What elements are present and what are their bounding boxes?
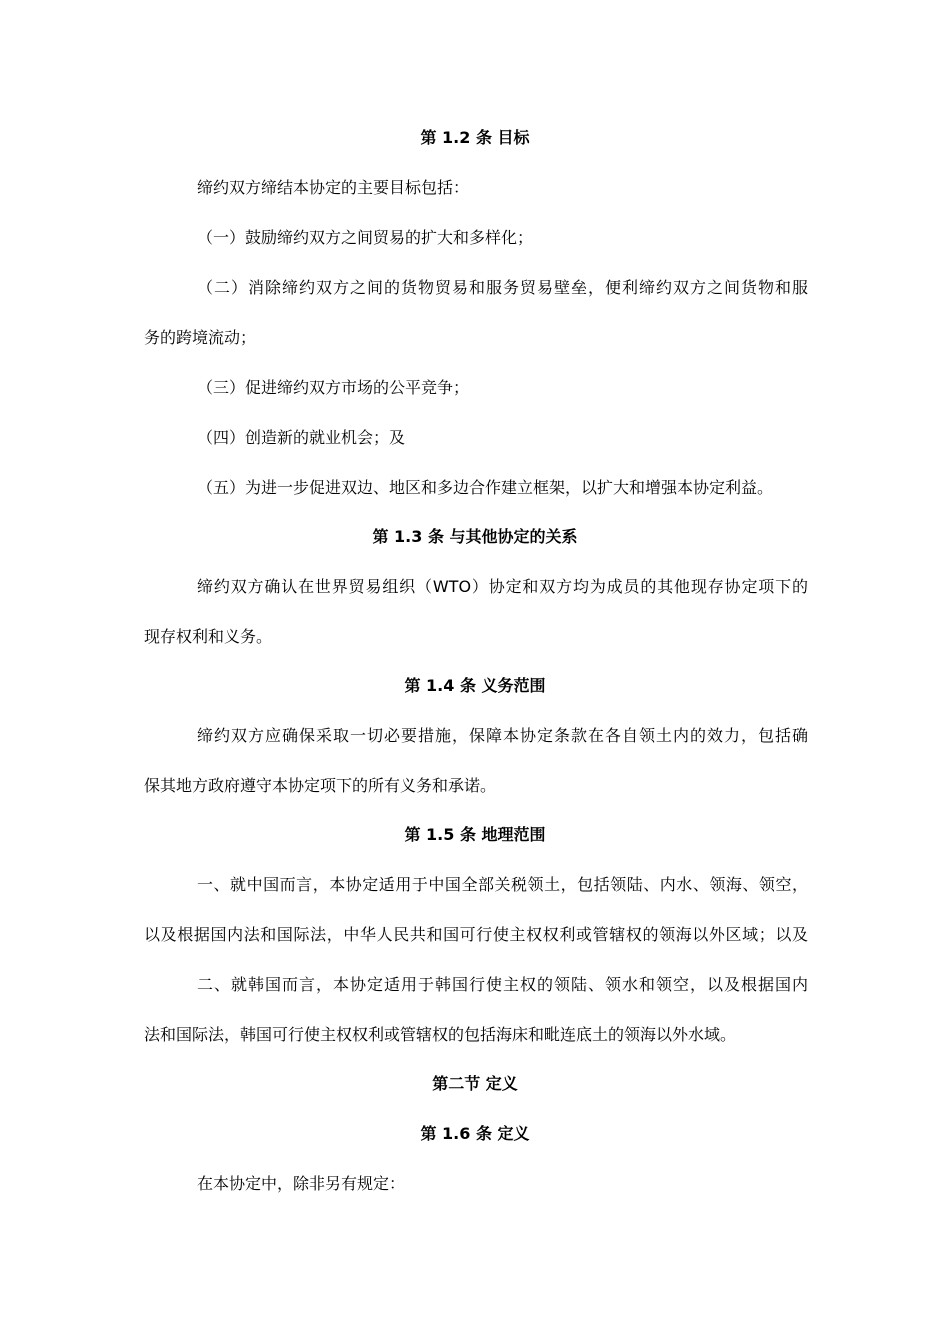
article-1-2-item-5: （五）为进一步促进双边、地区和多边合作建立框架，以扩大和增强本协定利益。 xyxy=(197,478,774,497)
article-1-6-intro: 在本协定中，除非另有规定： xyxy=(197,1174,406,1193)
article-1-2-item-2-line-2: 务的跨境流动； xyxy=(144,328,257,347)
article-1-2-item-2-line-1: （二）消除缔约双方之间的货物贸易和服务贸易壁垒，便利缔约双方之间货物和服 xyxy=(197,278,808,297)
article-1-6-heading: 第 1.6 条 定义 xyxy=(420,1124,530,1143)
article-1-5-p1-line-2: 以及根据国内法和国际法，中华人民共和国可行使主权权利或管辖权的领海以外区域；以及 xyxy=(144,925,808,944)
article-1-4-para-line-2: 保其地方政府遵守本协定项下的所有义务和承诺。 xyxy=(144,776,497,795)
article-1-5-p2-line-2: 法和国际法，韩国可行使主权权利或管辖权的包括海床和毗连底土的领海以外水域。 xyxy=(144,1025,737,1044)
article-1-3-para-line-1: 缔约双方确认在世界贸易组织（WTO）协定和双方均为成员的其他现存协定项下的 xyxy=(197,577,808,596)
article-1-2-intro: 缔约双方缔结本协定的主要目标包括： xyxy=(197,178,470,197)
article-1-5-heading: 第 1.5 条 地理范围 xyxy=(404,825,546,844)
article-1-4-heading: 第 1.4 条 义务范围 xyxy=(404,676,546,695)
article-1-4-para-line-1: 缔约双方应确保采取一切必要措施，保障本协定条款在各自领土内的效力，包括确 xyxy=(197,726,808,745)
article-1-2-heading: 第 1.2 条 目标 xyxy=(420,128,530,147)
article-1-2-item-3: （三）促进缔约双方市场的公平竞争； xyxy=(197,378,470,397)
article-1-3-heading: 第 1.3 条 与其他协定的关系 xyxy=(372,527,578,546)
article-1-2-item-4: （四）创造新的就业机会；及 xyxy=(197,428,406,447)
article-1-2-item-1: （一）鼓励缔约双方之间贸易的扩大和多样化； xyxy=(197,228,534,247)
article-1-5-p2-line-1: 二、就韩国而言，本协定适用于韩国行使主权的领陆、领水和领空，以及根据国内 xyxy=(197,975,808,994)
article-1-3-para-line-2: 现存权利和义务。 xyxy=(144,627,273,646)
section-2-heading: 第二节 定义 xyxy=(432,1074,518,1093)
article-1-5-p1-line-1: 一、就中国而言，本协定适用于中国全部关税领土，包括领陆、内水、领海、领空， xyxy=(197,875,808,894)
